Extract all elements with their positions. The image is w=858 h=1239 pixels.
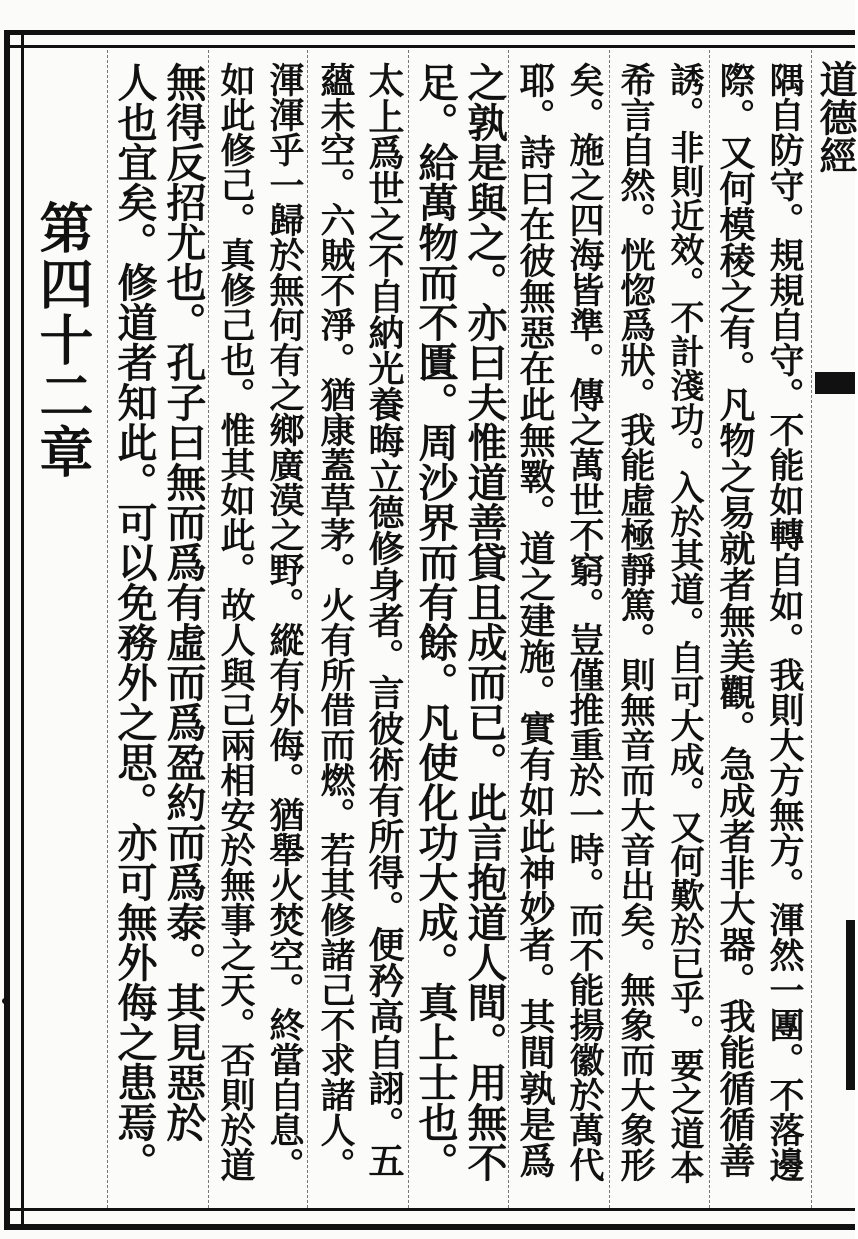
column-separator bbox=[709, 50, 710, 1208]
top-border-rule bbox=[4, 30, 855, 48]
margin-black-bar bbox=[846, 920, 855, 1090]
text-column: 足。給萬物而不匱。周沙界而有餘。凡使化功大成。真上士也。 bbox=[412, 62, 459, 1182]
text-column: 誘。非則近效。不計淺功。入於其道。自可大成。又何歎於已乎。要之道本 bbox=[664, 62, 704, 1184]
chapter-title: 第四十二章 bbox=[31, 200, 95, 480]
text-column: 希言自然。恍惚爲狀。我能虛極靜篤。則無音而大音出矣。無象而大象形 bbox=[615, 62, 656, 1182]
text-column: 太上爲世之不自納光養晦立德修身者。言彼術有所得。便矜高自詡。五 bbox=[363, 62, 405, 1178]
text-column: 人也宜矣。修道者知此。可以免務外之思。亦可無外侮之患焉。 bbox=[111, 62, 158, 1182]
text-column: 渾渾乎一歸於無何有之鄉廣漠之野。縱有外侮。猶舉火焚空。終當自息。 bbox=[264, 62, 305, 1182]
column-separator bbox=[408, 50, 409, 1208]
text-column: 際。又何模稜之有。凡物之易就者無美觀。急成者非大器。我能循循善 bbox=[714, 62, 756, 1178]
margin-black-block bbox=[815, 372, 855, 394]
column-separator bbox=[107, 50, 108, 1208]
bottom-border-rule bbox=[4, 1208, 855, 1230]
text-column: 如此修己。真修己也。惟其如此。故人與己兩相安於無事之天。否則於道 bbox=[215, 62, 256, 1182]
column-separator bbox=[609, 50, 610, 1208]
ink-dot bbox=[2, 998, 8, 1004]
text-column: 矣。施之四海皆準。傳之萬世不窮。豈僅推重於一時。而不能揚徽於萬代 bbox=[564, 62, 605, 1182]
column-separator bbox=[307, 50, 308, 1208]
left-border-rule bbox=[4, 30, 24, 1230]
text-column: 隅自防守。規規自守。不能如轉自如。我則大方無方。渾然一團。不落邊 bbox=[764, 62, 805, 1182]
column-separator bbox=[508, 50, 509, 1208]
text-column: 蘊未空。六賊不淨。猶康蓋草茅。火有所借而燃。若其修諸己不求諸人。 bbox=[315, 62, 356, 1182]
column-separator bbox=[811, 50, 812, 1208]
margin-fragment: 道德經 bbox=[813, 60, 858, 174]
column-separator bbox=[208, 50, 209, 1208]
text-column: 之孰是與之。亦曰夫惟道善貸且成而已。此言抱道人間。用無不 bbox=[461, 62, 508, 1182]
text-column: 耶。詩曰在彼無惡在此無斁。道之建施。實有如此神妙者。其間孰是爲 bbox=[514, 62, 556, 1178]
text-column: 無得反招尤也。孔子曰無而爲有虛而爲盈約而爲泰。其見惡於 bbox=[160, 62, 207, 1142]
